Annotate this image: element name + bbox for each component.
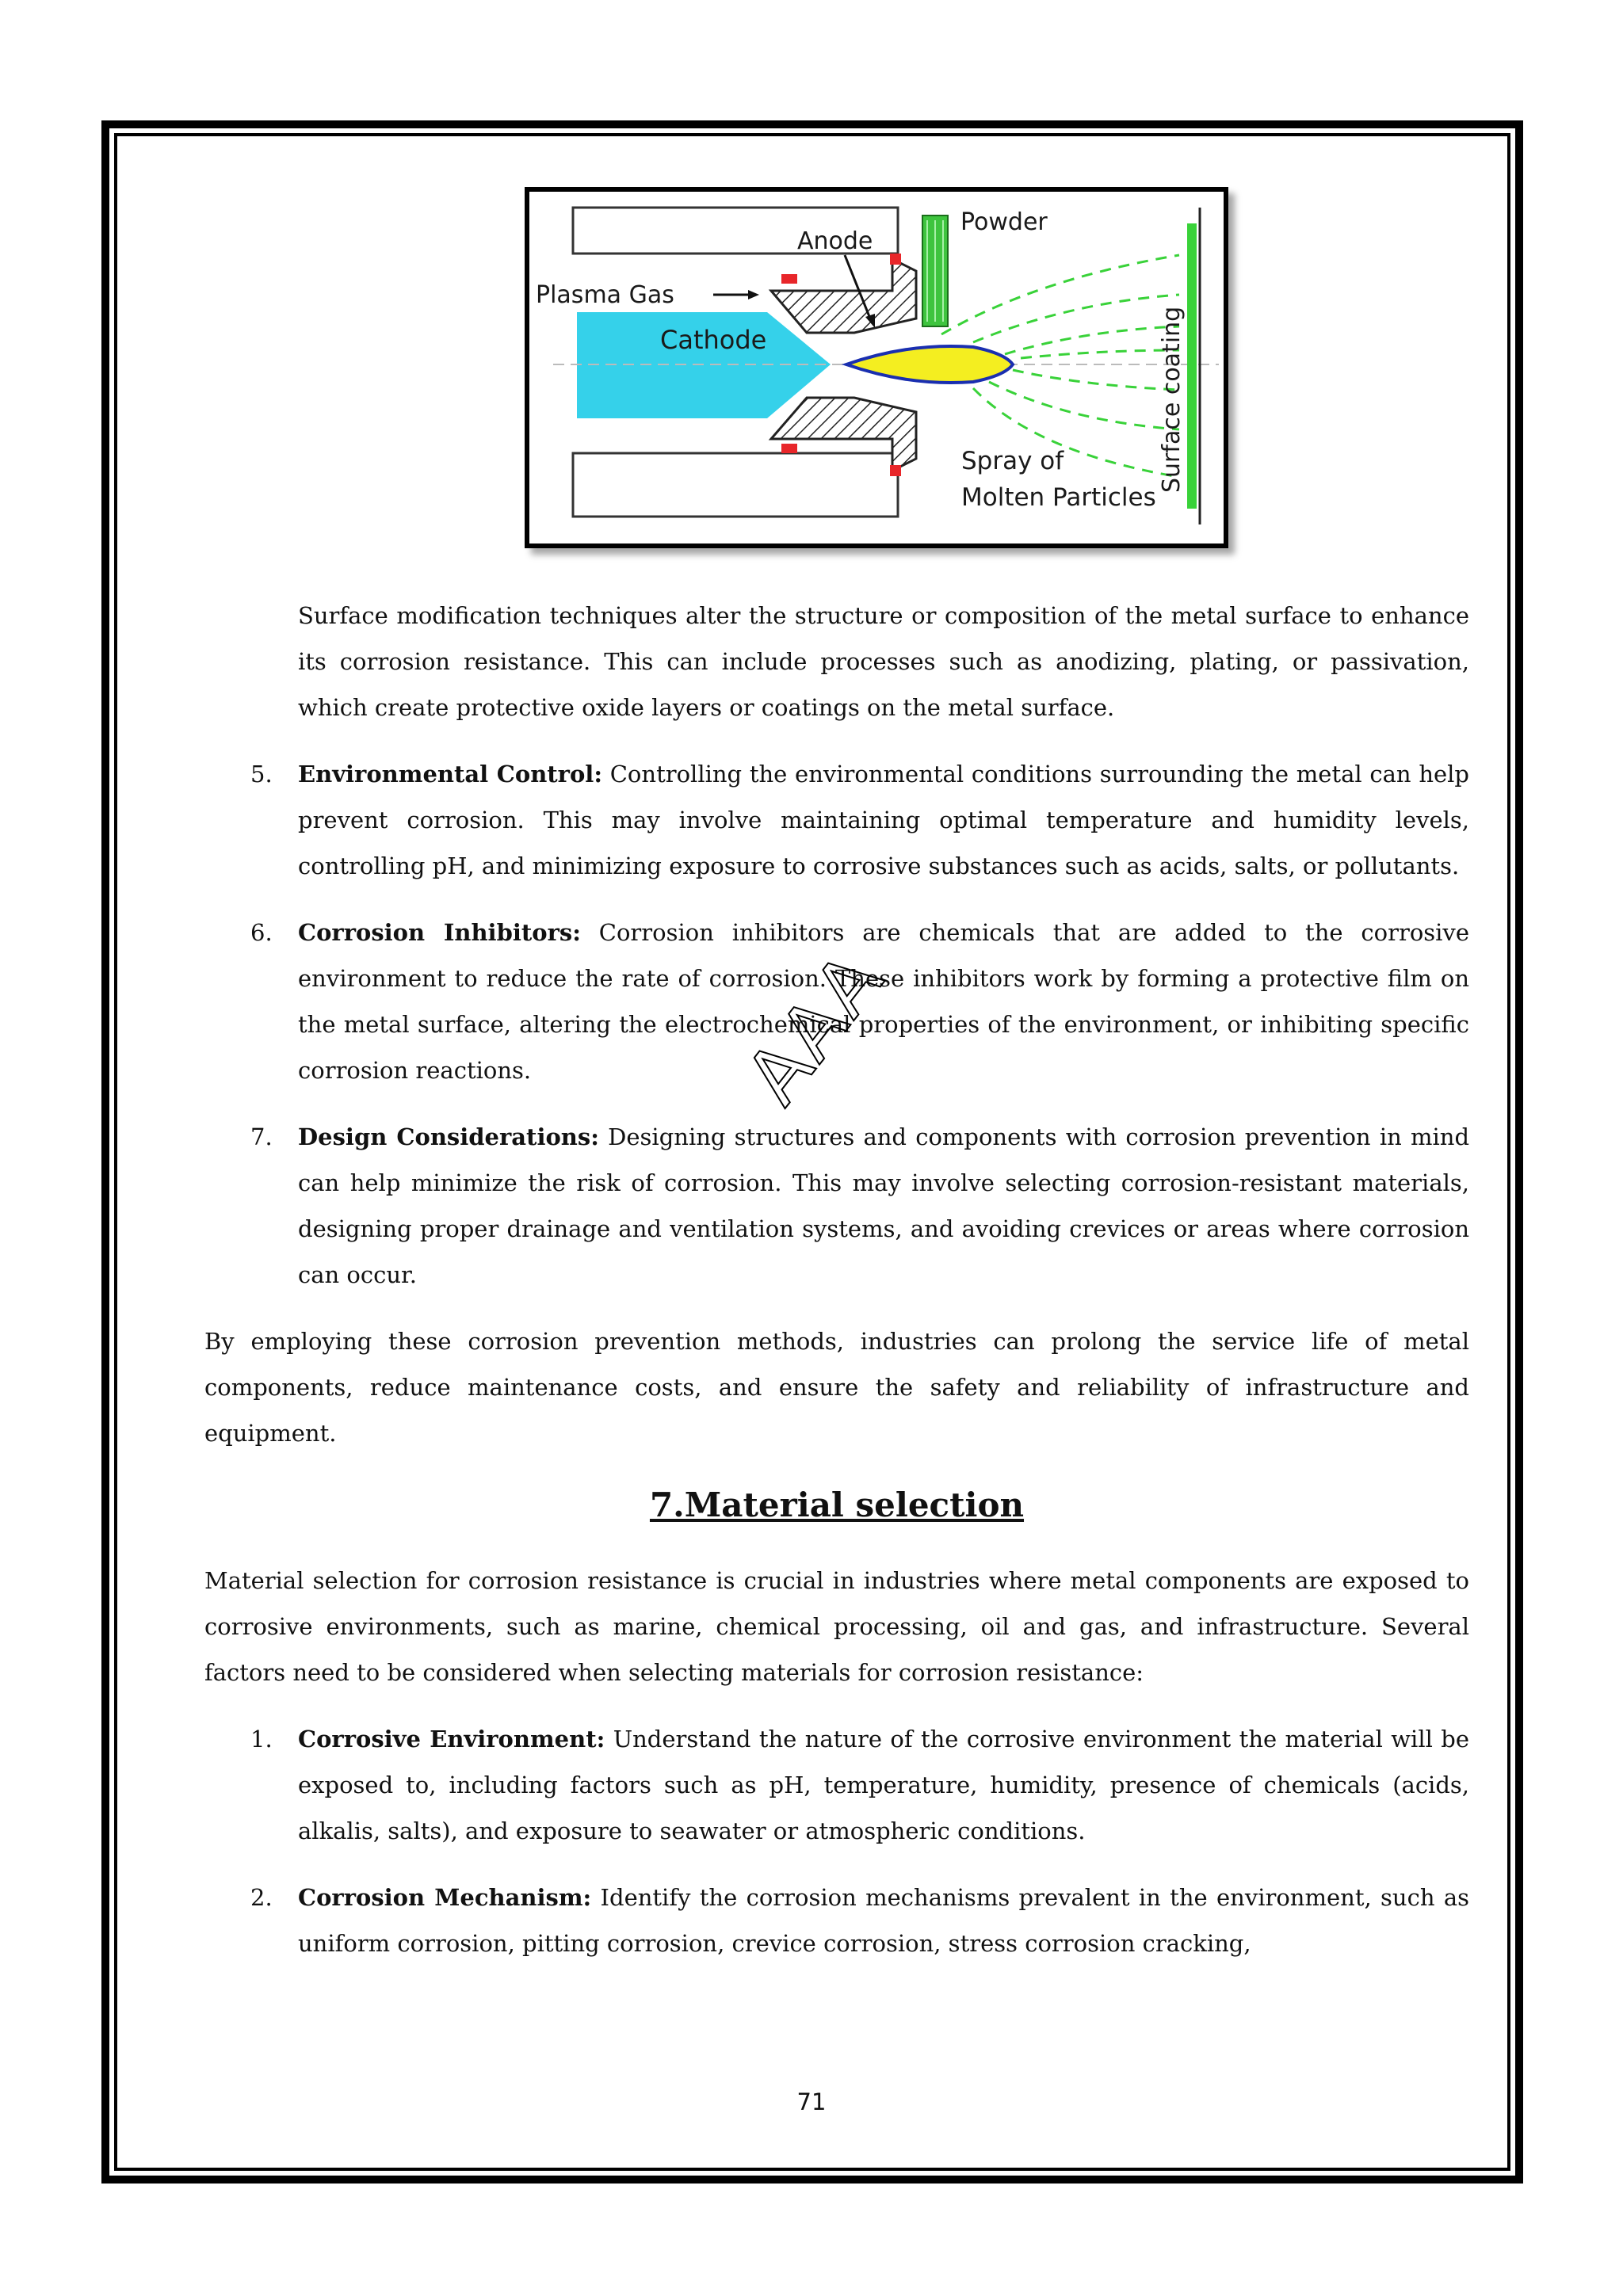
list-item-title: Corrosion Inhibitors: [298,919,581,946]
list-item-title: Environmental Control: [298,761,603,788]
seal-bottom-left [781,444,797,453]
page-number: 71 [796,2088,827,2115]
list-item [204,1114,1469,1298]
surface-coating-bar [1187,223,1197,509]
seal-top-left [781,274,797,284]
label-cathode: Cathode [660,325,767,355]
section-heading: 7.Material selection [649,1486,1025,1524]
list-item-text: Understand the nature of the corrosive environment the material will be exposed to, including factors such as pH, temperature, humidity, presence of chemicals (acids, alkalis, salts), and exposure to seawater or atmospheric conditions. [298,1726,1469,1844]
surface-modification-paragraph: Surface modification techniques alter the structure or composition of the metal surface to enhance its corrosion resistance. This can include processes such as anodizing, plating, or passivation, which create protective oxide layers or coatings on the metal surface. [298,602,1469,721]
list-item-title: Design Considerations: [298,1123,599,1150]
list-item-title: Corrosive Environment: [298,1726,605,1753]
list-item-text: Identify the corrosion mechanisms prevalent in the environment, such as uniform corrosion, pitting corrosion, crevice corrosion, stress corrosion cracking, [298,1884,1470,1957]
label-anode: Anode [797,227,873,255]
seal-top-right [890,254,901,265]
label-plasma-gas: Plasma Gas [536,281,674,309]
label-powder: Powder [960,208,1048,236]
list-number: 2. [250,1884,273,1911]
list-item [204,1875,1469,1966]
list-number: 6. [250,919,273,946]
list-number: 5. [250,761,273,788]
conclusion-paragraph: By employing these corrosion prevention methods, industries can prolong the service life of metal components, reduce maintenance costs, and ensure the safety and reliability of infrastructure and equipment. [204,1328,1469,1447]
seal-bottom-right [890,465,901,476]
label-spray-1: Spray of [961,447,1064,475]
list-number: 1. [250,1726,273,1753]
lower-housing [573,453,898,517]
watermark: AAA [729,935,901,1120]
plasma-flame [846,346,1013,383]
list-item [204,910,1469,1093]
label-spray-2: Molten Particles [961,483,1156,512]
page-content [204,593,1469,1966]
list-item-text: Corrosion inhibitors are chemicals that are added to the corrosive environment to reduce the rate of corrosion. These inhibitors work by forming a protective film on the metal surface, altering the electrochemical properties of the environment, or inhibiting specific corrosion reactions. [298,919,1469,1084]
list-item [204,1716,1469,1854]
list-number: 7. [250,1123,273,1150]
list-item-text: Designing structures and components with corrosion prevention in mind can help minimize the risk of corrosion. This may involve selecting corrosion-resistant materials, designing proper drainage and ventilation systems, and avoiding crevices or areas where corrosion can occur. [298,1123,1470,1288]
list-item-text: Controlling the environmental conditions surrounding the metal can help prevent corrosion. This may involve maintaining optimal temperature and humidity levels, controlling pH, and minimizing exposure to corrosive substances such as acids, salts, or pollutants. [298,761,1469,879]
plasma-spray-diagram [525,187,1228,548]
label-surface-coating: Surface coating [1158,306,1186,493]
anode-upper [771,259,916,333]
list-item [204,751,1469,889]
list-item-title: Corrosion Mechanism: [298,1884,592,1911]
material-intro-paragraph: Material selection for corrosion resistance is crucial in industries where metal components are exposed to corrosive environments, such as marine, chemical processing, oil and gas, and infrastructure. Several factors need to be considered when selecting materials for corrosion resistance: [204,1567,1469,1686]
